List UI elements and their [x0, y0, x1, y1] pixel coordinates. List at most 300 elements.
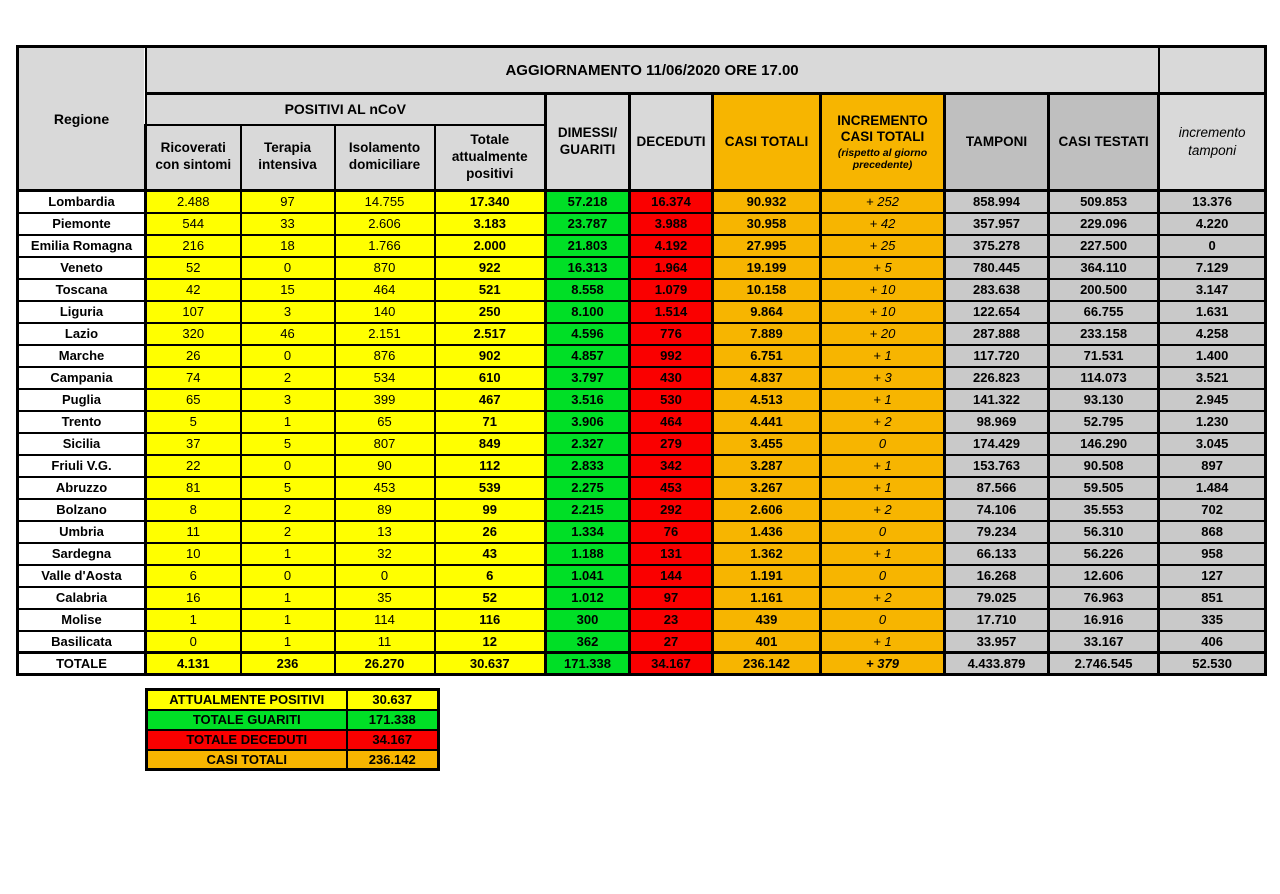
- legend-row: [147, 690, 439, 710]
- cell-incremento-casi: 0: [821, 565, 945, 587]
- cell-totale-positivi: 6: [435, 565, 546, 587]
- cell-casi-testati: 200.500: [1049, 279, 1159, 301]
- cell-incremento-casi: + 42: [821, 213, 945, 235]
- cell-casi-testati: 56.310: [1049, 521, 1159, 543]
- legend-value: 171.338: [347, 710, 439, 730]
- cell-region: Molise: [18, 609, 146, 631]
- column-header-terapia: Terapia intensiva: [241, 125, 335, 191]
- cell-ricoverati: 37: [146, 433, 241, 455]
- cell-tamponi: 16.268: [945, 565, 1049, 587]
- cell-casi-testati: 76.963: [1049, 587, 1159, 609]
- cell-casi-testati: 146.290: [1049, 433, 1159, 455]
- cell-terapia: 0: [241, 345, 335, 367]
- cell-casi-totali: 1.362: [713, 543, 821, 565]
- cell-incremento-tamponi: 406: [1159, 631, 1266, 653]
- cell-deceduti: 1.514: [630, 301, 713, 323]
- cell-tamponi: 858.994: [945, 191, 1049, 213]
- cell-totale-positivi: 26: [435, 521, 546, 543]
- cell-ricoverati: 107: [146, 301, 241, 323]
- cell-isolamento: 807: [335, 433, 435, 455]
- column-header-totale-positivi: Totale attualmente positivi: [435, 125, 546, 191]
- table-row: [18, 411, 1266, 433]
- cell-dimessi-guariti: 23.787: [546, 213, 630, 235]
- cell-casi-testati: 509.853: [1049, 191, 1159, 213]
- cell-terapia: 33: [241, 213, 335, 235]
- cell-ricoverati: 52: [146, 257, 241, 279]
- cell-casi-testati: 114.073: [1049, 367, 1159, 389]
- cell-casi-testati: 2.746.545: [1049, 653, 1159, 675]
- cell-incremento-casi: 0: [821, 521, 945, 543]
- cell-ricoverati: 5: [146, 411, 241, 433]
- cell-casi-testati: 33.167: [1049, 631, 1159, 653]
- cell-totale-positivi: 3.183: [435, 213, 546, 235]
- cell-deceduti: 16.374: [630, 191, 713, 213]
- cell-casi-testati: 233.158: [1049, 323, 1159, 345]
- cell-region: Emilia Romagna: [18, 235, 146, 257]
- cell-region: Liguria: [18, 301, 146, 323]
- cell-isolamento: 870: [335, 257, 435, 279]
- cell-tamponi: 287.888: [945, 323, 1049, 345]
- cell-deceduti: 530: [630, 389, 713, 411]
- table-row: [18, 499, 1266, 521]
- cell-tamponi: 79.025: [945, 587, 1049, 609]
- legend-row: [147, 730, 439, 750]
- cell-deceduti: 4.192: [630, 235, 713, 257]
- cell-terapia: 2: [241, 499, 335, 521]
- legend-row: [147, 710, 439, 730]
- cell-dimessi-guariti: 2.215: [546, 499, 630, 521]
- dimessi-line2: GUARITI: [559, 142, 616, 157]
- cell-terapia: 3: [241, 301, 335, 323]
- cell-ricoverati: 42: [146, 279, 241, 301]
- cell-dimessi-guariti: 1.041: [546, 565, 630, 587]
- column-header-casi-testati: CASI TESTATI: [1049, 94, 1159, 191]
- cell-totale-positivi: 2.517: [435, 323, 546, 345]
- cell-isolamento: 14.755: [335, 191, 435, 213]
- cell-region: Puglia: [18, 389, 146, 411]
- cell-dimessi-guariti: 1.188: [546, 543, 630, 565]
- table-row: [18, 301, 1266, 323]
- cell-incremento-tamponi: 0: [1159, 235, 1266, 257]
- table-row: [18, 257, 1266, 279]
- cell-region: Calabria: [18, 587, 146, 609]
- cell-dimessi-guariti: 2.833: [546, 455, 630, 477]
- cell-isolamento: 2.151: [335, 323, 435, 345]
- cell-incremento-casi: + 1: [821, 345, 945, 367]
- column-header-ricoverati: Ricoverati con sintomi: [146, 125, 241, 191]
- cell-region: Veneto: [18, 257, 146, 279]
- cell-deceduti: 279: [630, 433, 713, 455]
- cell-casi-totali: 7.889: [713, 323, 821, 345]
- cell-deceduti: 76: [630, 521, 713, 543]
- cell-isolamento: 1.766: [335, 235, 435, 257]
- cell-tamponi: 98.969: [945, 411, 1049, 433]
- column-group-positivi: POSITIVI AL nCoV: [146, 94, 546, 125]
- cell-incremento-casi: + 379: [821, 653, 945, 675]
- cell-terapia: 18: [241, 235, 335, 257]
- legend-label: ATTUALMENTE POSITIVI: [147, 690, 347, 710]
- cell-dimessi-guariti: 300: [546, 609, 630, 631]
- cell-totale-positivi: 52: [435, 587, 546, 609]
- cell-casi-testati: 16.916: [1049, 609, 1159, 631]
- cell-region: Campania: [18, 367, 146, 389]
- cell-incremento-casi: + 2: [821, 587, 945, 609]
- cell-tamponi: 87.566: [945, 477, 1049, 499]
- cell-region: Bolzano: [18, 499, 146, 521]
- cell-incremento-casi: + 1: [821, 455, 945, 477]
- cell-casi-totali: 9.864: [713, 301, 821, 323]
- cell-incremento-casi: + 1: [821, 477, 945, 499]
- cell-incremento-tamponi: 7.129: [1159, 257, 1266, 279]
- cell-casi-totali: 4.441: [713, 411, 821, 433]
- cell-incremento-tamponi: 52.530: [1159, 653, 1266, 675]
- cell-region: Valle d'Aosta: [18, 565, 146, 587]
- cell-tamponi: 226.823: [945, 367, 1049, 389]
- cell-tamponi: 122.654: [945, 301, 1049, 323]
- cell-incremento-tamponi: 3.147: [1159, 279, 1266, 301]
- cell-terapia: 2: [241, 521, 335, 543]
- cell-totale-positivi: 30.637: [435, 653, 546, 675]
- cell-isolamento: 453: [335, 477, 435, 499]
- cell-terapia: 5: [241, 433, 335, 455]
- cell-casi-totali: 90.932: [713, 191, 821, 213]
- cell-casi-testati: 229.096: [1049, 213, 1159, 235]
- cell-casi-totali: 1.191: [713, 565, 821, 587]
- cell-totale-positivi: 2.000: [435, 235, 546, 257]
- cell-totale-positivi: 116: [435, 609, 546, 631]
- cell-incremento-tamponi: 1.631: [1159, 301, 1266, 323]
- cell-ricoverati: 216: [146, 235, 241, 257]
- cell-terapia: 1: [241, 411, 335, 433]
- cell-isolamento: 90: [335, 455, 435, 477]
- column-header-casi-totali: CASI TOTALI: [713, 94, 821, 191]
- table-row: [18, 455, 1266, 477]
- cell-dimessi-guariti: 8.558: [546, 279, 630, 301]
- cell-deceduti: 776: [630, 323, 713, 345]
- table-row: [18, 345, 1266, 367]
- cell-incremento-casi: 0: [821, 609, 945, 631]
- cell-incremento-tamponi: 127: [1159, 565, 1266, 587]
- cell-dimessi-guariti: 3.516: [546, 389, 630, 411]
- cell-deceduti: 131: [630, 543, 713, 565]
- cell-incremento-tamponi: 897: [1159, 455, 1266, 477]
- cell-deceduti: 144: [630, 565, 713, 587]
- cell-incremento-casi: + 2: [821, 411, 945, 433]
- cell-casi-totali: 19.199: [713, 257, 821, 279]
- cell-totale-positivi: 112: [435, 455, 546, 477]
- cell-incremento-tamponi: 851: [1159, 587, 1266, 609]
- cell-region: Lombardia: [18, 191, 146, 213]
- update-banner: AGGIORNAMENTO 11/06/2020 ORE 17.00: [146, 47, 1159, 94]
- cell-casi-testati: 56.226: [1049, 543, 1159, 565]
- cell-casi-totali: 10.158: [713, 279, 821, 301]
- cell-casi-totali: 401: [713, 631, 821, 653]
- cell-ricoverati: 22: [146, 455, 241, 477]
- document-page: [0, 45, 1280, 894]
- cell-casi-totali: 6.751: [713, 345, 821, 367]
- cell-casi-testati: 227.500: [1049, 235, 1159, 257]
- cell-incremento-tamponi: 3.521: [1159, 367, 1266, 389]
- cell-terapia: 2: [241, 367, 335, 389]
- cell-incremento-casi: + 20: [821, 323, 945, 345]
- cell-deceduti: 27: [630, 631, 713, 653]
- legend-label: TOTALE DECEDUTI: [147, 730, 347, 750]
- cell-region: Trento: [18, 411, 146, 433]
- table-row: [18, 543, 1266, 565]
- cell-ricoverati: 11: [146, 521, 241, 543]
- legend-label: CASI TOTALI: [147, 750, 347, 770]
- column-header-tamponi: TAMPONI: [945, 94, 1049, 191]
- cell-incremento-tamponi: 2.945: [1159, 389, 1266, 411]
- cell-casi-totali: 1.161: [713, 587, 821, 609]
- cell-tamponi: 141.322: [945, 389, 1049, 411]
- cell-deceduti: 430: [630, 367, 713, 389]
- cell-incremento-casi: + 3: [821, 367, 945, 389]
- cell-tamponi: 17.710: [945, 609, 1049, 631]
- cell-terapia: 0: [241, 565, 335, 587]
- cell-dimessi-guariti: 57.218: [546, 191, 630, 213]
- cell-casi-totali: 439: [713, 609, 821, 631]
- cell-totale-positivi: 849: [435, 433, 546, 455]
- cell-casi-totali: 3.455: [713, 433, 821, 455]
- cell-casi-testati: 12.606: [1049, 565, 1159, 587]
- table-row: [18, 213, 1266, 235]
- column-header-deceduti: DECEDUTI: [630, 94, 713, 191]
- cell-dimessi-guariti: 1.334: [546, 521, 630, 543]
- cell-deceduti: 97: [630, 587, 713, 609]
- cell-totale-positivi: 902: [435, 345, 546, 367]
- cell-incremento-tamponi: 958: [1159, 543, 1266, 565]
- legend-value: 34.167: [347, 730, 439, 750]
- cell-incremento-tamponi: 3.045: [1159, 433, 1266, 455]
- cell-incremento-tamponi: 1.230: [1159, 411, 1266, 433]
- legend-value: 236.142: [347, 750, 439, 770]
- cell-dimessi-guariti: 3.797: [546, 367, 630, 389]
- cell-totale-positivi: 12: [435, 631, 546, 653]
- cell-incremento-casi: + 25: [821, 235, 945, 257]
- table-row: [18, 477, 1266, 499]
- cell-isolamento: 534: [335, 367, 435, 389]
- dimessi-line1: DIMESSI/: [557, 125, 618, 141]
- table-row: [18, 389, 1266, 411]
- cell-dimessi-guariti: 2.327: [546, 433, 630, 455]
- cell-isolamento: 399: [335, 389, 435, 411]
- corner-cell: [1159, 47, 1266, 94]
- cell-incremento-tamponi: 1.484: [1159, 477, 1266, 499]
- cell-deceduti: 464: [630, 411, 713, 433]
- cell-casi-testati: 66.755: [1049, 301, 1159, 323]
- column-header-dimessi-guariti: [546, 94, 630, 191]
- cell-incremento-tamponi: 868: [1159, 521, 1266, 543]
- cell-ricoverati: 6: [146, 565, 241, 587]
- cell-incremento-tamponi: 13.376: [1159, 191, 1266, 213]
- cell-region: Abruzzo: [18, 477, 146, 499]
- cell-casi-totali: 4.837: [713, 367, 821, 389]
- cell-dimessi-guariti: 4.596: [546, 323, 630, 345]
- cell-deceduti: 453: [630, 477, 713, 499]
- cell-tamponi: 357.957: [945, 213, 1049, 235]
- cell-deceduti: 342: [630, 455, 713, 477]
- cell-region: Sicilia: [18, 433, 146, 455]
- cell-casi-totali: 4.513: [713, 389, 821, 411]
- table-row: [18, 323, 1266, 345]
- cell-incremento-casi: + 252: [821, 191, 945, 213]
- cell-incremento-casi: 0: [821, 433, 945, 455]
- table-row: [18, 367, 1266, 389]
- legend-row: [147, 750, 439, 770]
- cell-terapia: 1: [241, 609, 335, 631]
- cell-ricoverati: 0: [146, 631, 241, 653]
- cell-deceduti: 34.167: [630, 653, 713, 675]
- cell-dimessi-guariti: 171.338: [546, 653, 630, 675]
- table-row: [18, 565, 1266, 587]
- table-row: [18, 609, 1266, 631]
- cell-terapia: 1: [241, 587, 335, 609]
- cell-ricoverati: 16: [146, 587, 241, 609]
- cell-casi-testati: 71.531: [1049, 345, 1159, 367]
- cell-totale-positivi: 610: [435, 367, 546, 389]
- cell-incremento-casi: + 1: [821, 631, 945, 653]
- cell-region: Sardegna: [18, 543, 146, 565]
- cell-isolamento: 876: [335, 345, 435, 367]
- cell-totale-positivi: 43: [435, 543, 546, 565]
- cell-tamponi: 74.106: [945, 499, 1049, 521]
- cell-totale-positivi: 71: [435, 411, 546, 433]
- column-header-isolamento: Isolamento domiciliare: [335, 125, 435, 191]
- cell-incremento-tamponi: 4.258: [1159, 323, 1266, 345]
- cell-terapia: 97: [241, 191, 335, 213]
- cell-casi-totali: 236.142: [713, 653, 821, 675]
- cell-casi-totali: 3.287: [713, 455, 821, 477]
- table-row: [18, 191, 1266, 213]
- cell-ricoverati: 1: [146, 609, 241, 631]
- cell-casi-testati: 59.505: [1049, 477, 1159, 499]
- cell-totale-positivi: 539: [435, 477, 546, 499]
- cell-dimessi-guariti: 3.906: [546, 411, 630, 433]
- cell-tamponi: 174.429: [945, 433, 1049, 455]
- cell-incremento-tamponi: 1.400: [1159, 345, 1266, 367]
- column-header-incremento-casi: [821, 94, 945, 191]
- cell-ricoverati: 81: [146, 477, 241, 499]
- cell-dimessi-guariti: 2.275: [546, 477, 630, 499]
- cell-dimessi-guariti: 16.313: [546, 257, 630, 279]
- cell-totale-positivi: 521: [435, 279, 546, 301]
- cell-region: Marche: [18, 345, 146, 367]
- cell-incremento-tamponi: 335: [1159, 609, 1266, 631]
- cell-incremento-casi: + 1: [821, 389, 945, 411]
- cell-deceduti: 1.079: [630, 279, 713, 301]
- cell-region: Piemonte: [18, 213, 146, 235]
- cell-ricoverati: 2.488: [146, 191, 241, 213]
- legend-label: TOTALE GUARITI: [147, 710, 347, 730]
- cell-dimessi-guariti: 4.857: [546, 345, 630, 367]
- cell-terapia: 1: [241, 543, 335, 565]
- cell-tamponi: 780.445: [945, 257, 1049, 279]
- cell-incremento-casi: + 5: [821, 257, 945, 279]
- cell-casi-totali: 30.958: [713, 213, 821, 235]
- cell-ricoverati: 544: [146, 213, 241, 235]
- cell-deceduti: 1.964: [630, 257, 713, 279]
- cell-casi-totali: 27.995: [713, 235, 821, 257]
- incremento-line1: INCREMENTO: [837, 112, 928, 128]
- cell-terapia: 15: [241, 279, 335, 301]
- table-row-total: [18, 653, 1266, 675]
- cell-region: Umbria: [18, 521, 146, 543]
- cell-terapia: 236: [241, 653, 335, 675]
- cell-isolamento: 140: [335, 301, 435, 323]
- cell-totale-positivi: 99: [435, 499, 546, 521]
- cell-ricoverati: 74: [146, 367, 241, 389]
- cell-ricoverati: 10: [146, 543, 241, 565]
- cell-totale-positivi: 467: [435, 389, 546, 411]
- cell-isolamento: 114: [335, 609, 435, 631]
- cell-isolamento: 13: [335, 521, 435, 543]
- cell-incremento-casi: + 2: [821, 499, 945, 521]
- incremento-note: (rispetto al giorno precedente): [837, 147, 928, 172]
- cell-terapia: 0: [241, 455, 335, 477]
- cell-deceduti: 992: [630, 345, 713, 367]
- cell-isolamento: 35: [335, 587, 435, 609]
- cell-tamponi: 33.957: [945, 631, 1049, 653]
- cell-isolamento: 0: [335, 565, 435, 587]
- cell-ricoverati: 8: [146, 499, 241, 521]
- cell-incremento-casi: + 10: [821, 301, 945, 323]
- cell-terapia: 0: [241, 257, 335, 279]
- cell-dimessi-guariti: 1.012: [546, 587, 630, 609]
- cell-casi-testati: 35.553: [1049, 499, 1159, 521]
- cell-ricoverati: 4.131: [146, 653, 241, 675]
- cell-isolamento: 464: [335, 279, 435, 301]
- cell-incremento-tamponi: 4.220: [1159, 213, 1266, 235]
- cell-terapia: 3: [241, 389, 335, 411]
- cell-isolamento: 89: [335, 499, 435, 521]
- cell-casi-testati: 52.795: [1049, 411, 1159, 433]
- cell-region: TOTALE: [18, 653, 146, 675]
- cell-incremento-casi: + 10: [821, 279, 945, 301]
- cell-region: Friuli V.G.: [18, 455, 146, 477]
- cell-terapia: 5: [241, 477, 335, 499]
- cell-isolamento: 2.606: [335, 213, 435, 235]
- cell-ricoverati: 320: [146, 323, 241, 345]
- cell-totale-positivi: 17.340: [435, 191, 546, 213]
- cell-tamponi: 153.763: [945, 455, 1049, 477]
- cell-casi-totali: 1.436: [713, 521, 821, 543]
- table-row: [18, 587, 1266, 609]
- cell-region: Basilicata: [18, 631, 146, 653]
- legend-table: [145, 688, 440, 771]
- column-header-regione: Regione: [18, 47, 146, 191]
- table-row: [18, 521, 1266, 543]
- cell-isolamento: 11: [335, 631, 435, 653]
- cell-dimessi-guariti: 362: [546, 631, 630, 653]
- table-row: [18, 631, 1266, 653]
- cell-ricoverati: 26: [146, 345, 241, 367]
- cell-deceduti: 292: [630, 499, 713, 521]
- cell-tamponi: 117.720: [945, 345, 1049, 367]
- cell-terapia: 46: [241, 323, 335, 345]
- legend-value: 30.637: [347, 690, 439, 710]
- cell-incremento-casi: + 1: [821, 543, 945, 565]
- table-row: [18, 279, 1266, 301]
- covid-region-table: [16, 45, 1267, 676]
- cell-terapia: 1: [241, 631, 335, 653]
- cell-tamponi: 79.234: [945, 521, 1049, 543]
- cell-isolamento: 65: [335, 411, 435, 433]
- cell-ricoverati: 65: [146, 389, 241, 411]
- cell-tamponi: 283.638: [945, 279, 1049, 301]
- cell-totale-positivi: 250: [435, 301, 546, 323]
- cell-deceduti: 23: [630, 609, 713, 631]
